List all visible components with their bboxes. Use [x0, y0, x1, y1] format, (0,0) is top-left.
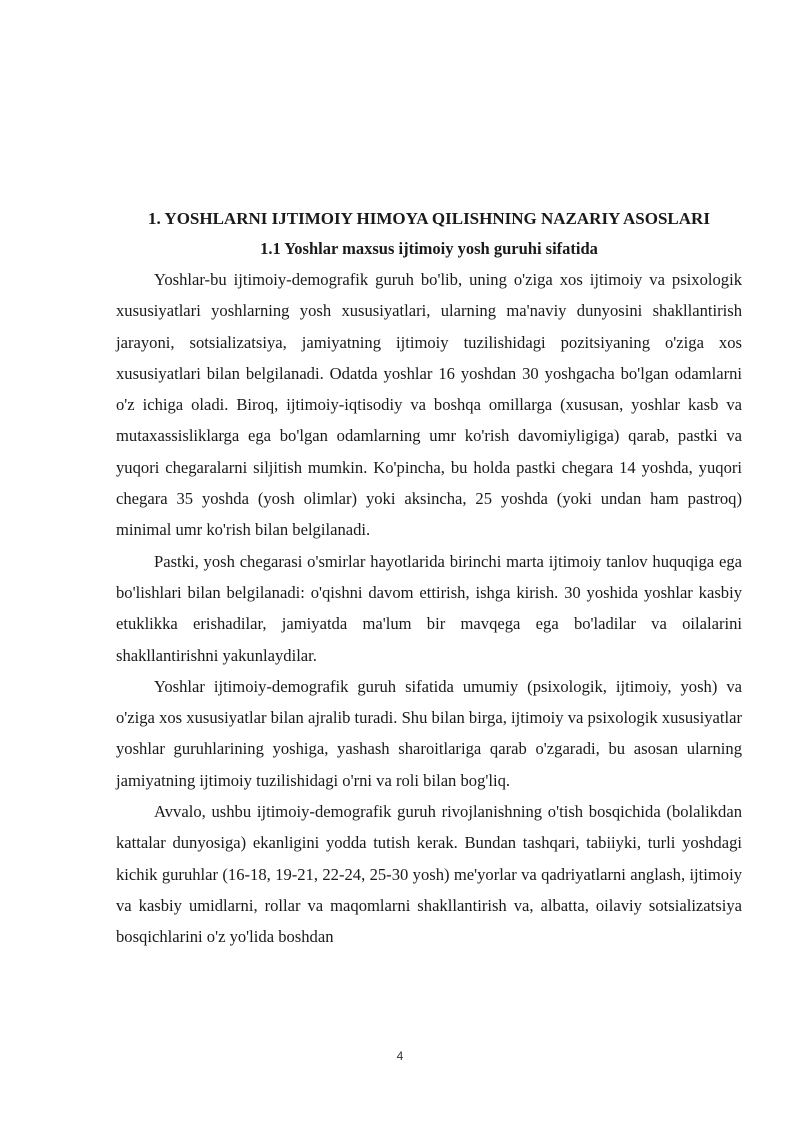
paragraph: Avvalo, ushbu ijtimoiy-demografik guruh rivojlanishning o'tish bosqichida (bolalikdan kattalar dunyosiga) ekanligini yodda tutish kerak. Bundan tashqari, tabiiyki, turli yoshdagi kichik guruhlar (16-18, 19-21, 22-24, 25-30 yosh) me'yorlar va qadriyatlarni anglash, ijtimoiy va kasbiy umidlarni, rollar va maqomlarni shakllantirish va, albatta, oilaviy sotsializatsiya bosqichlarini o'z yo'lida boshdan	[116, 802, 742, 947]
paragraph: Pastki, yosh chegarasi o'smirlar hayotlarida birinchi marta ijtimoiy tanlov huquqiga ega bo'lishlari bilan belgilanadi: o'qishni davom ettirish, ishga kirish. 30 yoshida yoshlar kasbiy etuklikka erishadilar, jamiyatda ma'lum bir mavqega ega bo'ladilar va oilalarini shakllantirishni yakunlaydilar.	[116, 551, 742, 665]
chapter-title: 1. YOSHLARNI IJTIMOIY HIMOYA QILISHNING NAZARIY ASOSLARI	[148, 209, 710, 228]
page-number: 4	[396, 1049, 404, 1063]
paragraph: Yoshlar ijtimoiy-demografik guruh sifatida umumiy (psixologik, ijtimoiy, yosh) va o'ziga xos xususiyatlar bilan ajralib turadi. Shu bilan birga, ijtimoiy va psixologik xususiyatlar yoshlar guruhlarining yoshiga, yashash sharoitlariga qarab o'zgaradi, bu asosan ularning jamiyatning ijtimoiy tuzilishidagi o'rni va roli bilan bog'liq.	[116, 676, 742, 790]
paragraph: Yoshlar-bu ijtimoiy-demografik guruh bo'lib, uning o'ziga xos ijtimoiy va psixologik xususiyatlari yoshlarning yosh xususiyatlari, ularning ma'naviy dunyosini shakllantirish jarayoni, sotsializatsiya, jamiyatning ijtimoiy tuzilishidagi pozitsiyaning o'ziga xos xususiyatlari bilan belgilanadi. Odatda yoshlar 16 yoshdan 30 yoshgacha bo'lgan odamlarni o'z ichiga oladi. Biroq, ijtimoiy-iqtisodiy va boshqa omillarga (xususan, yoshlar kasb va mutaxassisliklarga ega bo'lgan odamlarning umr ko'rish davomiyligiga) qarab, pastki va yuqori chegaralarni siljitish mumkin. Ko'pincha, bu holda pastki chegara 14 yoshda, yuqori chegara 35 yoshda (yosh olimlar) yoki aksincha, 25 yoshda (yoki undan ham pastroq) minimal umr ko'rish bilan belgilanadi.	[116, 270, 742, 540]
section-title: 1.1 Yoshlar maxsus ijtimoiy yosh guruhi sifatida	[260, 239, 598, 258]
body-text	[116, 204, 742, 953]
